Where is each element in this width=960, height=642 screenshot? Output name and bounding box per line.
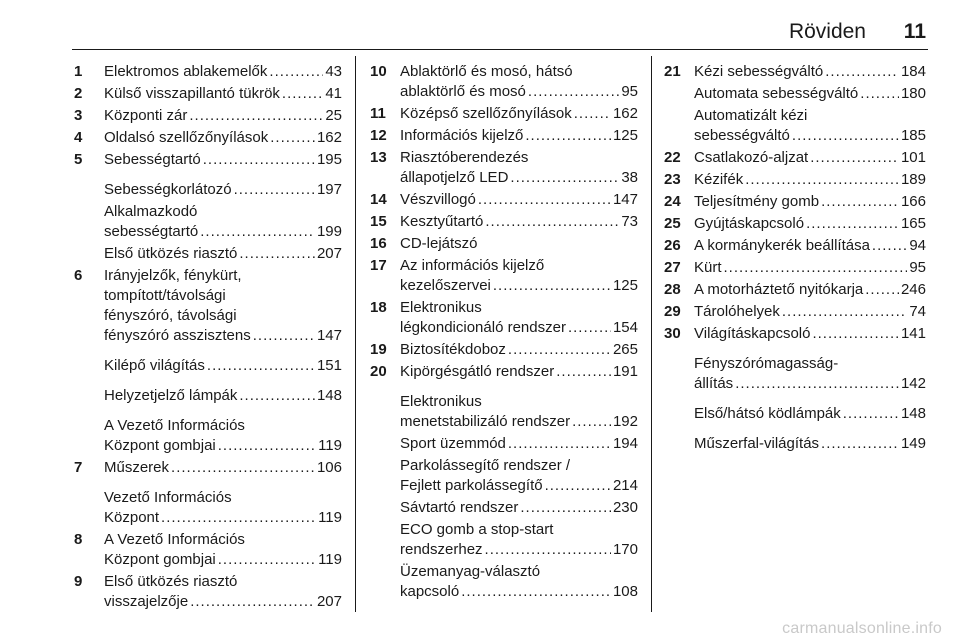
index-entry	[370, 520, 638, 560]
index-entry	[664, 434, 926, 454]
leader-dots	[825, 62, 899, 82]
leader-dots	[282, 84, 323, 104]
entry-page-number: 214	[612, 477, 638, 494]
leader-dots	[253, 326, 315, 346]
leader-dots	[528, 82, 619, 102]
entry-number: 10	[370, 63, 387, 80]
page-number: 11	[903, 20, 926, 43]
entry-label: Kilépő világítás	[104, 357, 205, 374]
entry-label: állítás	[694, 375, 734, 392]
entry-number: 18	[370, 299, 387, 316]
leader-dots	[821, 434, 899, 454]
entry-number: 23	[664, 171, 681, 188]
entry-label-line: Riasztóberendezés	[400, 149, 529, 166]
index-entry	[74, 416, 342, 456]
index-entry	[664, 258, 926, 278]
entry-page-number: 147	[316, 327, 342, 344]
entry-label: sebességváltó	[694, 127, 790, 144]
entry-label: Oldalsó szellőzőnyílások	[104, 129, 269, 146]
entry-label: Sebességkorlátozó	[104, 181, 232, 198]
index-entry	[370, 234, 638, 254]
index-entry	[664, 170, 926, 190]
entry-label-line: Automatizált kézi	[694, 107, 808, 124]
entry-number: 7	[74, 459, 83, 476]
entry-number: 6	[74, 267, 83, 284]
entry-number: 11	[370, 105, 386, 122]
entry-page-number: 25	[325, 107, 342, 124]
leader-dots	[735, 374, 899, 394]
entry-page-number: 207	[316, 245, 342, 262]
entry-number: 30	[664, 325, 681, 342]
index-entry	[74, 150, 342, 170]
page-header	[72, 18, 928, 48]
entry-page-number: 106	[316, 459, 342, 476]
entry-label: Külső visszapillantó tükrök	[104, 85, 280, 102]
index-column-3	[664, 62, 926, 456]
header-divider	[72, 49, 928, 50]
entry-label: Műszerek	[104, 459, 170, 476]
entry-label-line: Az információs kijelző	[400, 257, 545, 274]
entry-page-number: 94	[909, 237, 926, 254]
entry-number: 13	[370, 149, 387, 166]
index-entry	[664, 106, 926, 146]
entry-number: 14	[370, 191, 387, 208]
entry-page-number: 246	[900, 281, 926, 298]
entry-number: 28	[664, 281, 681, 298]
entry-number: 15	[370, 213, 387, 230]
entry-label-line: fényszóró, távolsági	[104, 307, 237, 324]
index-entry	[370, 340, 638, 360]
index-entry	[370, 62, 638, 102]
leader-dots	[525, 126, 611, 146]
entry-number: 8	[74, 531, 83, 548]
index-entry	[74, 62, 342, 82]
entry-label-line: Parkolássegítő rendszer /	[400, 457, 571, 474]
entry-label: Automata sebességváltó	[694, 85, 859, 102]
leader-dots	[234, 180, 315, 200]
leader-dots	[724, 258, 908, 278]
entry-number: 22	[664, 149, 681, 166]
entry-label: Első ütközés riasztó	[104, 245, 238, 262]
entry-page-number: 149	[900, 435, 926, 452]
leader-dots	[745, 170, 899, 190]
entry-page-number: 197	[316, 181, 342, 198]
entry-label: Központ gombjai	[104, 551, 216, 568]
leader-dots	[478, 190, 611, 210]
entry-page-number: 207	[316, 593, 342, 610]
index-entry	[370, 498, 638, 518]
entry-label: Kipörgésgátló rendszer	[400, 363, 555, 380]
leader-dots	[572, 412, 611, 432]
entry-page-number: 230	[612, 499, 638, 516]
entry-label: menetstabilizáló rendszer	[400, 413, 571, 430]
index-column-2	[370, 62, 638, 604]
entry-label: fényszóró asszisztens	[104, 327, 251, 344]
entry-label: kezelőszervei	[400, 277, 491, 294]
entry-page-number: 195	[316, 151, 342, 168]
leader-dots	[812, 324, 899, 344]
leader-dots	[171, 458, 315, 478]
leader-dots	[508, 340, 611, 360]
entry-page-number: 74	[909, 303, 926, 320]
entry-page-number: 119	[318, 551, 342, 568]
leader-dots	[269, 62, 323, 82]
leader-dots	[508, 434, 611, 454]
entry-number: 16	[370, 235, 387, 252]
leader-dots	[239, 244, 315, 264]
entry-label: Csatlakozó-aljzat	[694, 149, 809, 166]
entry-page-number: 180	[900, 85, 926, 102]
entry-page-number: 184	[900, 63, 926, 80]
leader-dots	[189, 106, 323, 126]
entry-page-number: 125	[612, 127, 638, 144]
entry-label: ablaktörlő és mosó	[400, 83, 526, 100]
entry-label: Sávtartó rendszer	[400, 499, 519, 516]
watermark: carmanualsonline.info	[782, 620, 942, 637]
entry-page-number: 95	[621, 83, 638, 100]
entry-label: Sport üzemmód	[400, 435, 506, 452]
entry-label: Központ	[104, 509, 160, 526]
leader-dots	[190, 592, 315, 612]
entry-label: Sebességtartó	[104, 151, 201, 168]
entry-page-number: 185	[900, 127, 926, 144]
leader-dots	[207, 356, 315, 376]
entry-page-number: 95	[909, 259, 926, 276]
entry-label: visszajelzője	[104, 593, 189, 610]
entry-number: 19	[370, 341, 387, 358]
index-column-1	[74, 62, 342, 614]
index-entry	[74, 458, 342, 478]
index-entry	[370, 148, 638, 188]
entry-label: Teljesítmény gomb	[694, 193, 820, 210]
entry-label: kapcsoló	[400, 583, 460, 600]
entry-label: Világításkapcsoló	[694, 325, 811, 342]
entry-label: CD-lejátszó	[400, 235, 478, 252]
entry-label: Tárolóhelyek	[694, 303, 780, 320]
index-entry	[370, 104, 638, 124]
entry-label-line: tompított/távolsági	[104, 287, 226, 304]
entry-number: 12	[370, 127, 387, 144]
index-entry	[664, 192, 926, 212]
entry-page-number: 162	[316, 129, 342, 146]
entry-page-number: 189	[900, 171, 926, 188]
entry-number: 2	[74, 85, 83, 102]
entry-page-number: 141	[900, 325, 926, 342]
leader-dots	[493, 276, 611, 296]
entry-number: 27	[664, 259, 681, 276]
leader-dots	[782, 302, 907, 322]
entry-label: Kézifék	[694, 171, 744, 188]
entry-label: sebességtartó	[104, 223, 199, 240]
entry-page-number: 38	[621, 169, 638, 186]
entry-page-number: 119	[318, 437, 342, 454]
leader-dots	[510, 168, 619, 188]
index-entry	[74, 386, 342, 406]
entry-label: Első/hátsó ködlámpák	[694, 405, 841, 422]
entry-label: Kürt	[694, 259, 722, 276]
entry-label-line: Elektronikus	[400, 393, 482, 410]
column-divider	[651, 56, 652, 612]
entry-label: Központ gombjai	[104, 437, 216, 454]
entry-page-number: 148	[316, 387, 342, 404]
entry-number: 5	[74, 151, 83, 168]
entry-label: Elektromos ablakemelők	[104, 63, 268, 80]
entry-label: Műszerfal-világítás	[694, 435, 820, 452]
entry-label-line: Irányjelzők, fénykürt,	[104, 267, 242, 284]
entry-label: Középső szellőzőnyílások	[400, 105, 572, 122]
entry-page-number: 166	[900, 193, 926, 210]
index-entry	[370, 126, 638, 146]
index-entry	[664, 148, 926, 168]
entry-number: 17	[370, 257, 387, 274]
entry-label: állapotjelző LED	[400, 169, 509, 186]
entry-label-line: Fényszórómagasság-	[694, 355, 839, 372]
index-entry	[74, 488, 342, 528]
leader-dots	[200, 222, 315, 242]
index-entry	[370, 256, 638, 296]
leader-dots	[806, 214, 899, 234]
index-entry	[370, 298, 638, 338]
index-entry	[74, 84, 342, 104]
index-entry	[74, 356, 342, 376]
entry-number: 29	[664, 303, 681, 320]
entry-page-number: 192	[612, 413, 638, 430]
index-entry	[74, 202, 342, 242]
entry-page-number: 101	[900, 149, 926, 166]
leader-dots	[556, 362, 611, 382]
page-title: Röviden	[788, 20, 866, 43]
entry-page-number: 148	[900, 405, 926, 422]
entry-label: Fejlett parkolássegítő	[400, 477, 543, 494]
leader-dots	[574, 104, 611, 124]
index-entry	[664, 236, 926, 256]
index-entry	[74, 572, 342, 612]
entry-page-number: 194	[612, 435, 638, 452]
entry-number: 4	[74, 129, 83, 146]
leader-dots	[485, 212, 619, 232]
index-entry	[74, 128, 342, 148]
leader-dots	[239, 386, 315, 406]
entry-number: 21	[664, 63, 681, 80]
entry-page-number: 170	[612, 541, 638, 558]
index-entry	[74, 244, 342, 264]
leader-dots	[810, 148, 899, 168]
index-entry	[74, 266, 342, 346]
index-entry	[74, 106, 342, 126]
entry-label: Gyújtáskapcsoló	[694, 215, 805, 232]
index-entry	[74, 530, 342, 570]
entry-page-number: 199	[316, 223, 342, 240]
entry-label: Helyzetjelző lámpák	[104, 387, 238, 404]
entry-number: 25	[664, 215, 681, 232]
entry-label-line: Ablaktörlő és mosó, hátsó	[400, 63, 573, 80]
index-entry	[664, 84, 926, 104]
entry-number: 24	[664, 193, 681, 210]
entry-label: rendszerhez	[400, 541, 483, 558]
index-entry	[370, 190, 638, 210]
entry-label: Kézi sebességváltó	[694, 63, 824, 80]
entry-page-number: 125	[612, 277, 638, 294]
leader-dots	[520, 498, 611, 518]
entry-page-number: 142	[900, 375, 926, 392]
index-entry	[664, 280, 926, 300]
entry-label-line: ECO gomb a stop-start	[400, 521, 554, 538]
index-entry	[664, 404, 926, 424]
index-entry	[664, 214, 926, 234]
entry-label: Kesztyűtartó	[400, 213, 484, 230]
entry-page-number: 265	[612, 341, 638, 358]
leader-dots	[218, 436, 316, 456]
leader-dots	[568, 318, 611, 338]
entry-label-line: Elektronikus	[400, 299, 482, 316]
entry-number: 20	[370, 363, 387, 380]
entry-page-number: 165	[900, 215, 926, 232]
entry-label: Biztosítékdoboz	[400, 341, 506, 358]
entry-page-number: 147	[612, 191, 638, 208]
entry-label: Vészvillogó	[400, 191, 476, 208]
index-entry	[370, 434, 638, 454]
leader-dots	[218, 550, 316, 570]
index-entry	[370, 562, 638, 602]
entry-page-number: 191	[612, 363, 638, 380]
entry-label-line: Vezető Információs	[104, 489, 232, 506]
entry-page-number: 73	[621, 213, 638, 230]
leader-dots	[821, 192, 899, 212]
leader-dots	[843, 404, 899, 424]
leader-dots	[161, 508, 316, 528]
entry-label-line: Első ütközés riasztó	[104, 573, 238, 590]
index-entry	[664, 62, 926, 82]
column-divider	[355, 56, 356, 612]
index-entry	[664, 324, 926, 344]
leader-dots	[461, 582, 611, 602]
leader-dots	[865, 280, 899, 300]
entry-label: Központi zár	[104, 107, 188, 124]
entry-label-line: Üzemanyag-választó	[400, 563, 541, 580]
entry-label: légkondicionáló rendszer	[400, 319, 566, 336]
entry-label: Információs kijelző	[400, 127, 524, 144]
leader-dots	[270, 128, 315, 148]
entry-label: A motorháztető nyitókarja	[694, 281, 864, 298]
leader-dots	[860, 84, 899, 104]
index-entry	[74, 180, 342, 200]
leader-dots	[485, 540, 611, 560]
entry-page-number: 41	[325, 85, 342, 102]
entry-page-number: 162	[612, 105, 638, 122]
leader-dots	[872, 236, 907, 256]
index-entry	[370, 362, 638, 382]
entry-label-line: A Vezető Információs	[104, 531, 245, 548]
entry-number: 3	[74, 107, 83, 124]
entry-label-line: A Vezető Információs	[104, 417, 245, 434]
index-entry	[664, 302, 926, 322]
entry-label-line: Alkalmazkodó	[104, 203, 198, 220]
index-entry	[370, 212, 638, 232]
index-entry	[664, 354, 926, 394]
entry-page-number: 108	[612, 583, 638, 600]
entry-number: 26	[664, 237, 681, 254]
leader-dots	[203, 150, 315, 170]
leader-dots	[792, 126, 899, 146]
entry-number: 9	[74, 573, 83, 590]
index-entry	[370, 392, 638, 432]
entry-page-number: 154	[612, 319, 638, 336]
entry-page-number: 151	[316, 357, 342, 374]
entry-page-number: 43	[325, 63, 342, 80]
entry-number: 1	[74, 63, 83, 80]
leader-dots	[545, 476, 611, 496]
entry-label: A kormánykerék beállítása	[694, 237, 870, 254]
index-entry	[370, 456, 638, 496]
entry-page-number: 119	[318, 509, 342, 526]
